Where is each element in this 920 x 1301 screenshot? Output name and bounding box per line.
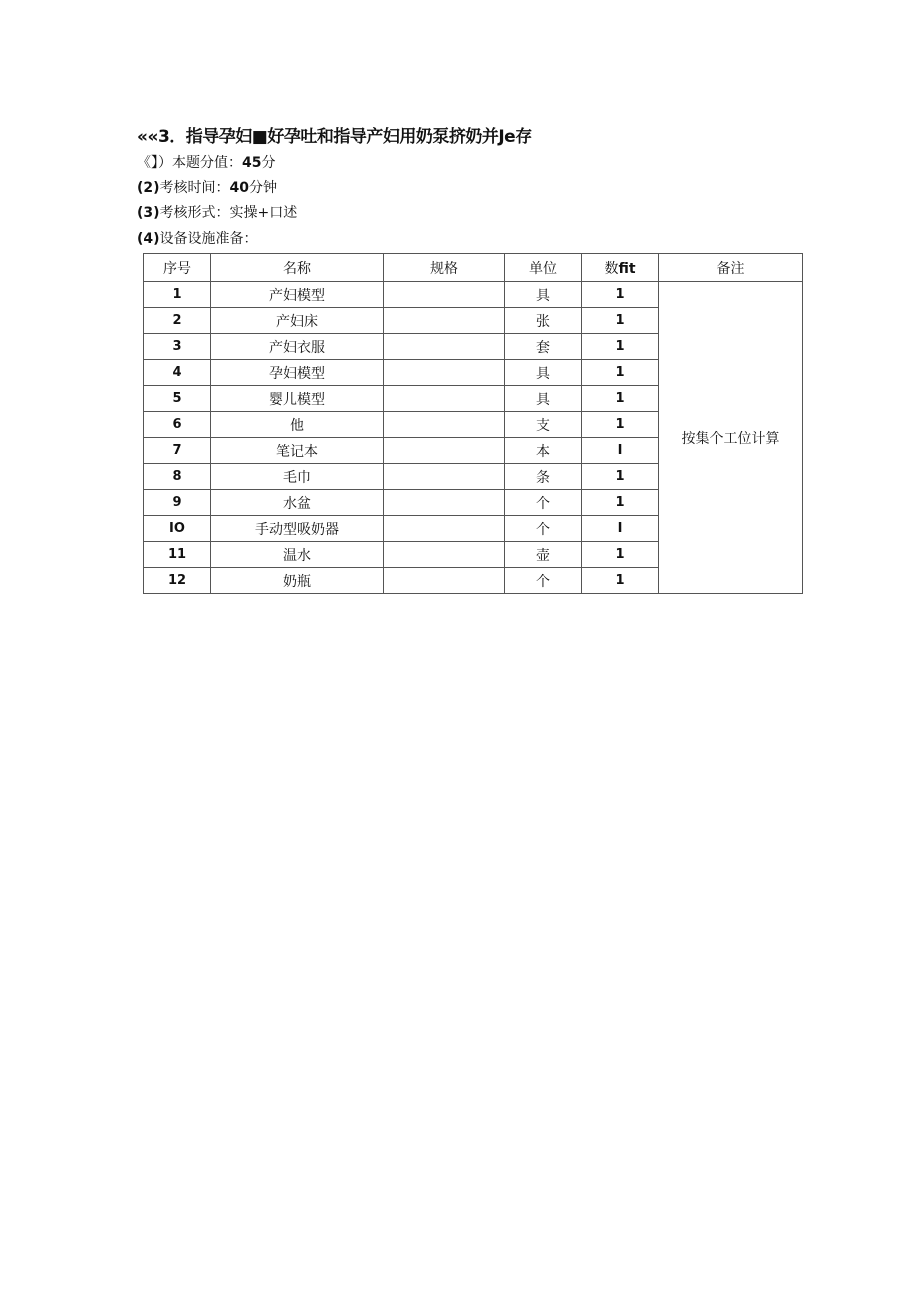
time-unit: 分钟	[249, 180, 278, 196]
row-qty: I	[582, 438, 659, 464]
time-label: 考核时间：	[159, 180, 230, 196]
header-index: 序号	[144, 254, 211, 282]
row-qty: 1	[582, 542, 659, 568]
row-spec	[384, 568, 505, 594]
row-index: 11	[144, 542, 211, 568]
row-name: 手动型吸奶器	[211, 516, 384, 542]
row-index: 3	[144, 334, 211, 360]
header-spec: 规格	[384, 254, 505, 282]
header-unit: 单位	[505, 254, 582, 282]
time-line	[137, 177, 277, 197]
row-qty: 1	[582, 308, 659, 334]
row-spec	[384, 334, 505, 360]
row-qty: 1	[582, 464, 659, 490]
row-spec	[384, 308, 505, 334]
row-qty: 1	[582, 386, 659, 412]
section-heading: ««3．指导孕妇■好孕吐和指导产妇用奶泵挤奶并Je存	[137, 127, 532, 147]
row-name: 奶瓶	[211, 568, 384, 594]
header-remark: 备注	[659, 254, 803, 282]
row-unit: 个	[505, 568, 582, 594]
row-qty: 1	[582, 360, 659, 386]
row-spec	[384, 490, 505, 516]
row-unit: 具	[505, 282, 582, 308]
row-index: 7	[144, 438, 211, 464]
row-spec	[384, 516, 505, 542]
header-name: 名称	[211, 254, 384, 282]
row-name: 笔记本	[211, 438, 384, 464]
row-index: 9	[144, 490, 211, 516]
row-index: 4	[144, 360, 211, 386]
row-unit: 个	[505, 516, 582, 542]
time-value: 40	[229, 180, 250, 196]
row-name: 产妇模型	[211, 282, 384, 308]
row-name: 产妇衣服	[211, 334, 384, 360]
table-header-row	[144, 254, 803, 282]
equipment-table	[143, 253, 803, 594]
row-index: 1	[144, 282, 211, 308]
row-name: 他	[211, 412, 384, 438]
row-index: 2	[144, 308, 211, 334]
remark-cell: 按集个工位计算	[659, 282, 803, 594]
format-label: 考核形式：	[159, 205, 230, 221]
row-unit: 个	[505, 490, 582, 516]
row-name: 婴儿模型	[211, 386, 384, 412]
equipment-prefix: (4)	[137, 231, 160, 247]
row-unit: 壶	[505, 542, 582, 568]
row-unit: 套	[505, 334, 582, 360]
score-prefix: 《】）	[137, 155, 172, 171]
row-qty: 1	[582, 282, 659, 308]
row-qty: 1	[582, 490, 659, 516]
row-index: 12	[144, 568, 211, 594]
table-row	[144, 282, 803, 308]
score-value: 45	[242, 155, 262, 171]
format-line	[137, 202, 297, 222]
score-unit: 分	[261, 155, 276, 171]
row-name: 孕妇模型	[211, 360, 384, 386]
row-unit: 张	[505, 308, 582, 334]
row-spec	[384, 542, 505, 568]
row-unit: 具	[505, 386, 582, 412]
row-name: 毛巾	[211, 464, 384, 490]
row-name: 温水	[211, 542, 384, 568]
row-name: 产妇床	[211, 308, 384, 334]
row-spec	[384, 282, 505, 308]
score-line	[137, 152, 275, 172]
row-spec	[384, 412, 505, 438]
row-qty: 1	[582, 334, 659, 360]
row-unit: 条	[505, 464, 582, 490]
format-value: 实操+口述	[229, 205, 298, 221]
equipment-label: 设备设施准备：	[159, 231, 258, 247]
row-qty: 1	[582, 568, 659, 594]
time-prefix: (2)	[137, 180, 160, 196]
row-qty: 1	[582, 412, 659, 438]
row-spec	[384, 360, 505, 386]
row-spec	[384, 438, 505, 464]
row-spec	[384, 464, 505, 490]
row-unit: 具	[505, 360, 582, 386]
row-qty: I	[582, 516, 659, 542]
row-spec	[384, 386, 505, 412]
equipment-line	[137, 228, 258, 248]
row-index: 8	[144, 464, 211, 490]
row-index: 5	[144, 386, 211, 412]
row-index: IO	[144, 516, 211, 542]
score-label: 本题分值：	[172, 155, 242, 171]
header-qty	[582, 254, 659, 282]
header-qty-suffix: fit	[618, 260, 636, 277]
row-unit: 支	[505, 412, 582, 438]
row-unit: 本	[505, 438, 582, 464]
row-index: 6	[144, 412, 211, 438]
row-name: 水盆	[211, 490, 384, 516]
header-qty-prefix: 数	[604, 260, 619, 277]
format-prefix: (3)	[137, 205, 160, 221]
